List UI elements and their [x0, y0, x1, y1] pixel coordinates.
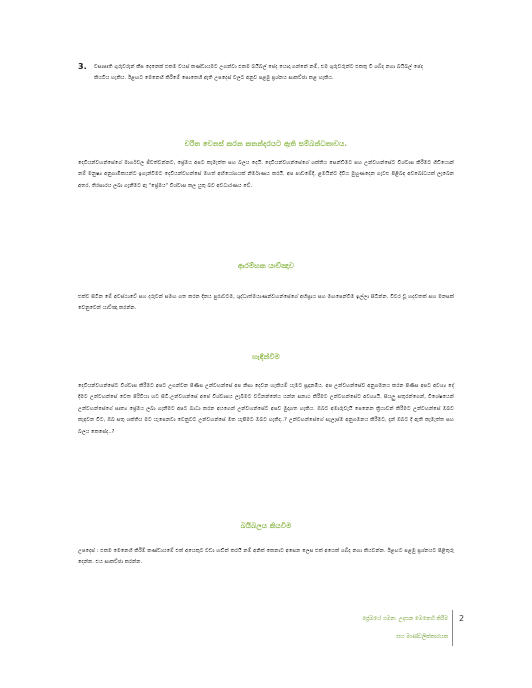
- section-paragraph-opening-prayer: එක්ව සිටින මේ අවස්ථාවේ සහ දරුවන් සමඟ ගත කරන දිනය පුරාවටම, ශුද්ධාත්මයාණන්වහන්සේගේ අභිප්‍රාය සහ මඟපෙන්වීම ඉල්ලා සිටින්න. විවර වූ හදවතක් සහ මනසක් වෙනුවෙන් යාච්ඤා කරන්න.: [78, 294, 454, 312]
- section-paragraph-connection: දෙවියන්වහන්සේගේ මාර්ගවල ජීවත්වන්නට, ප්‍රේමය අපට කැමැත්ත සහ බලය දෙයි. දෙවියන්වහන්සේගේ ශක්තිය සෙන්ඩිමට සහ උන්වහන්සේට විශ්වාස කිරීමට ගිඩියොන් නම් මනුෂ්‍ය අනුගාමිකයන්ට ඉගැන්වීමට දෙවියන්වහන්සේ මහත් අභියෝගයක් නිර්මාණය කරයි. අප පාඩමේදී, ළමයින්ට දිවිය මුහුණදෙන ගැටළු පිළිබඳ අවබෝධයක් ලැබෙන අතර, තිරසාරය ලබා ගැනීමට ඇ "ප්‍රේමය" විශ්වාස කල යුතු බව අවධාරණය වේ.: [78, 160, 454, 189]
- footer-title: ප්‍රේමයේ ගමන: උදාසන මෙනෙහි කිරීම: [362, 616, 448, 622]
- section-heading-introduction: හැඳින්වීම: [252, 353, 280, 361]
- page-number: 2: [459, 614, 465, 623]
- section-heading-bible-reading: බයිබලය කියවීම: [240, 522, 292, 530]
- item-number: 3.: [78, 62, 87, 71]
- footer-subtitle: සහ මාණ්ඩලික්කාරයක: [396, 634, 448, 640]
- section-paragraph-introduction: දෙවියන්වහන්සේට විශ්වාස කිරීමට අපට උගන්වන පිණිස උන්වහන්සේ අප නිසා දෙවන හැකියම් යැමට සූදානමිය. අප උන්වහන්සේව අනුගමනය කරන පිණිස අපට අවශ්‍ය දේ දීමට උන්වහන්සේ වෙත පිරිවියා හට සිටි.උන්වහන්සේ අපේ විශ්වාසය ලැබීමට වට්නන්නේය යන්න සනාථ කිරීමට උන්වහන්සේට අවශ්‍යයි. සියලු සතුරන්ගෙන්, විශේෂයෙන් උන්වහන්සේගේ සෘත්‍ය ප්‍රේමය ලබා ගැනීමට අපට බාධා කරන අයගෙන් උන්වහන්සේට අපව මුදාගත හැකිය. ඔබට අමාරුවැයි පෙනෙන ක්‍රියාවන් කිරීමට උන්වහන්සේ ඔබව කැඳවන විට, ඔබ සතු ශක්තිය මට යැපෙනවා වෙනුවට උන්වහන්සේ මත යැපීමට ඔබට හැකිද..? උන්වහන්සේගේ සැලැස්ම අනුගමනය කිරීමට, දැන් ඔබට දී ඇති කැමැත්ත සහ බලය කෙසේද..?: [78, 383, 454, 435]
- page-footer: [0, 608, 532, 648]
- section-heading-opening-prayer: ආරම්භක යාච්ඤාව: [237, 262, 295, 270]
- section-paragraph-bible-reading: උපදෙස් : එකම මෙනෙහි කිරීම් කණ්ඩායමේ එක් අයෙකුට වඩා හඬින් කරයි නම් අනික් කෙනාට අසෙන ලෙස එක් අයෙක් ශබ්ද නගා කියවන්න. ඊළඟට පළමු ප්‍රශ්නයට පිළිතුරු දෙන්න. එය සාකච්ඡා කරන්න.: [78, 548, 454, 566]
- section-heading-connection: චරිත වෙනස් කරන කතන්දරයට ඇති සම්බන්ධතාවය.: [184, 140, 348, 148]
- item-text: වසාපෘති ගුරුවරුන් කීප දෙනෙක් එකම වයස් කණ්ඩායමට උගන්වා එකම බයිබල් පේද යොදා ගන්නේ නම්, එම ගුරුවරුන්ට එකතු වී ශබ්ද නගා බයිබල් පේද කියවිය හැකිය. ඊළඟට මෙනෙහි කිරීමේ පොතෙහි ඇති උපදෙස් වලට අනුව පළමු ප්‍රශ්නය සාකච්ඡා කළ හැකිය.: [94, 64, 424, 81]
- footer-divider: [452, 610, 453, 646]
- numbered-item-3: [78, 62, 440, 84]
